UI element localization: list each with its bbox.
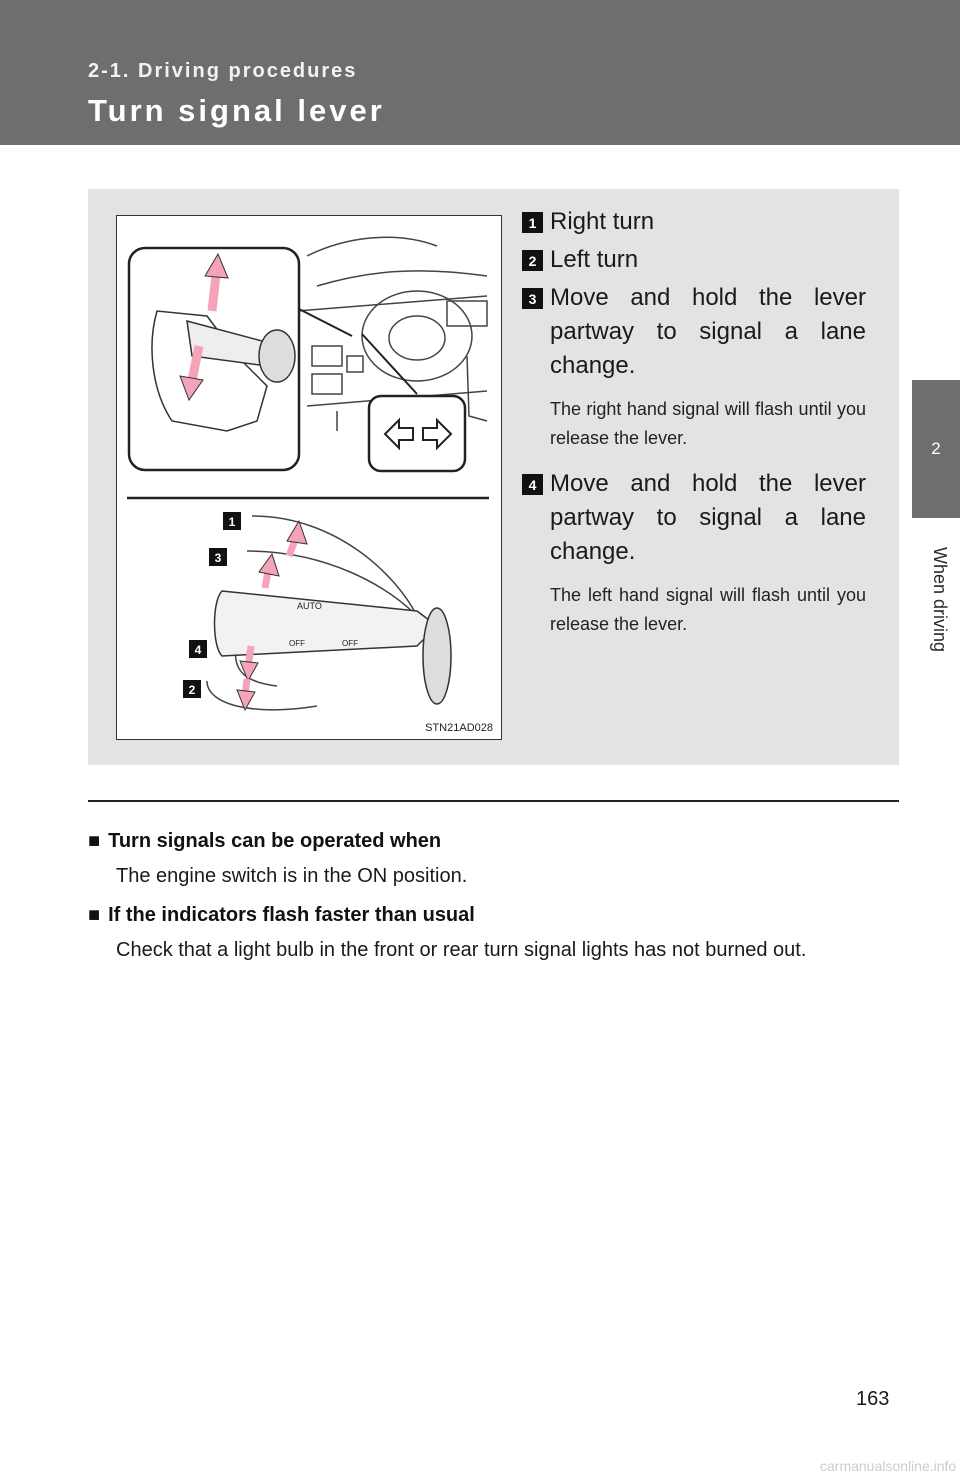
auto-label: AUTO	[297, 601, 322, 611]
square-bullet-icon: ■	[88, 830, 101, 852]
callout-label: 1	[228, 515, 236, 529]
zoom-inset-indicators	[369, 396, 465, 471]
callout-label: 3	[214, 551, 222, 565]
step-text: Left turn	[550, 246, 639, 273]
step-list	[522, 205, 866, 639]
chapter-number: 2	[931, 439, 941, 458]
step-item	[522, 281, 866, 453]
page-title: Turn signal lever	[88, 93, 385, 128]
square-bullet-icon: ■	[88, 904, 101, 926]
note-body: The engine switch is in the ON position.	[116, 865, 468, 887]
step-number: 4	[522, 474, 543, 495]
step-number: 2	[522, 250, 543, 271]
fog-off-label: OFF	[342, 639, 358, 648]
callout-label: 2	[188, 683, 196, 697]
note-heading-text: Turn signals can be operated when	[108, 830, 442, 852]
note-heading	[88, 826, 891, 856]
step-note: The right hand signal will flash until you release the lever.	[550, 399, 866, 448]
turn-signal-illustration	[116, 215, 502, 740]
chapter-tab[interactable]	[912, 380, 960, 518]
step-note: The left hand signal will flash until you release the lever.	[550, 585, 866, 634]
illustration-svg	[117, 216, 501, 739]
callout-1	[223, 512, 241, 530]
step-text: Right turn	[550, 208, 655, 235]
note-body: Check that a light bulb in the front or rear turn signal lights has not burned out.	[116, 939, 807, 961]
notes-section	[88, 826, 891, 974]
page-number: 163	[856, 1388, 890, 1410]
note-heading	[88, 900, 891, 930]
callout-3	[209, 548, 227, 566]
step-item	[522, 205, 866, 239]
step-text: Move and hold the lever partway to signal a lane change.	[550, 470, 866, 565]
step-number: 3	[522, 288, 543, 309]
callout-2	[183, 680, 201, 698]
step-item	[522, 467, 866, 639]
note-heading-text: If the indicators flash faster than usual	[108, 904, 475, 926]
chapter-label: When driving	[930, 547, 950, 653]
step-number: 1	[522, 212, 543, 233]
zoom-inset-lever	[129, 248, 299, 470]
callout-4	[189, 640, 207, 658]
headlight-off-label: OFF	[289, 639, 305, 648]
figure-code: STN21AD028	[425, 722, 493, 734]
callout-label: 4	[194, 643, 202, 657]
zoom-connector	[297, 308, 352, 336]
section-label: 2-1. Driving procedures	[88, 60, 358, 82]
footer-watermark[interactable]: carmanualsonline.info	[820, 1458, 957, 1474]
section-divider	[88, 800, 899, 802]
step-item	[522, 243, 866, 277]
step-text: Move and hold the lever partway to signal a lane change.	[550, 284, 866, 379]
page-header	[0, 0, 960, 145]
